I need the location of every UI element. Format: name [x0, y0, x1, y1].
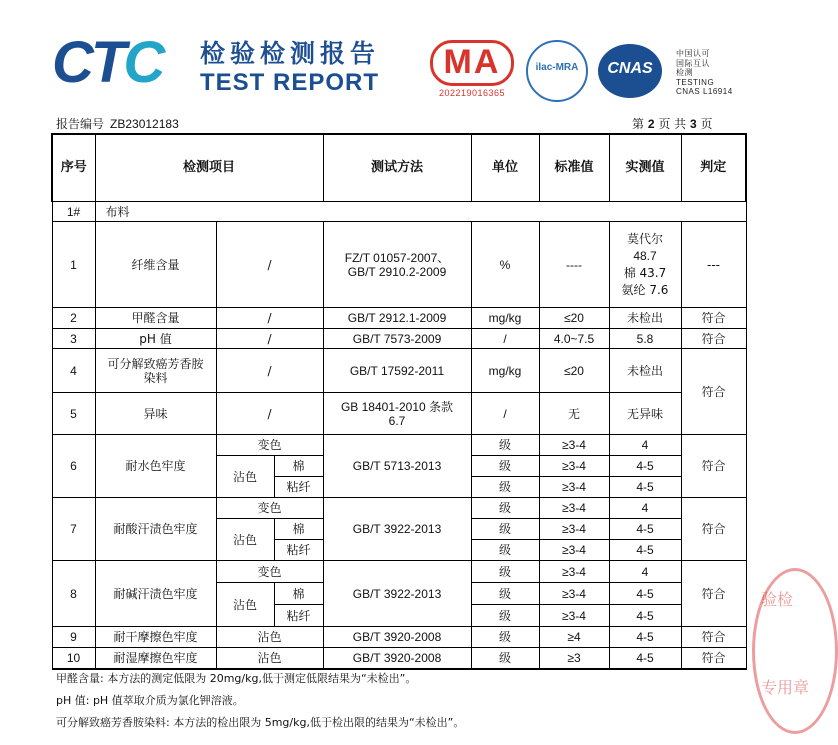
cell-measured: 4-5	[609, 583, 681, 605]
cell-unit: /	[471, 393, 539, 435]
section-row	[52, 202, 746, 222]
cell-method: GB/T 3920-2008	[323, 648, 471, 669]
cnas-line: 检测	[676, 68, 693, 77]
cell-no: 9	[52, 627, 95, 648]
cma-mark: MA	[430, 40, 514, 86]
cell-standard: 无	[539, 393, 609, 435]
cell-item: 纤维含量	[95, 222, 216, 308]
cell-sub: 变色	[216, 498, 323, 519]
cell-no: 4	[52, 349, 95, 393]
cell-judge: 符合	[681, 349, 746, 435]
cell-standard: ----	[539, 222, 609, 308]
cell-judge: 符合	[681, 648, 746, 669]
stamp-bottom-text: 专用章	[761, 678, 810, 697]
cell-unit: 级	[471, 583, 539, 605]
table-row	[52, 498, 746, 519]
cell-method: GB/T 2912.1-2009	[323, 308, 471, 329]
table-row	[52, 222, 746, 308]
cell-unit: %	[471, 222, 539, 308]
cell-item: 耐碱汗渍色牢度	[95, 561, 216, 627]
cell-sub: 变色	[216, 435, 323, 456]
header-item: 检测项目	[95, 134, 323, 202]
cell-judge: 符合	[681, 435, 746, 498]
cell-sub: 棉	[274, 456, 323, 477]
cell-unit: 级	[471, 498, 539, 519]
table-row	[52, 308, 746, 329]
cell-item: 耐水色牢度	[95, 435, 216, 498]
section-id: 1#	[52, 202, 95, 222]
cell-measured: 未检出	[609, 349, 681, 393]
stamp-top-text: 验检	[761, 590, 794, 609]
cell-sub: 沾色	[216, 627, 323, 648]
cell-standard: ≤20	[539, 349, 609, 393]
header-unit: 单位	[471, 134, 539, 202]
cell-standard: ≥4	[539, 627, 609, 648]
table-row	[52, 648, 746, 669]
ilac-mra-logo	[526, 40, 588, 102]
cell-unit: mg/kg	[471, 349, 539, 393]
footnote: 甲醛含量: 本方法的测定低限为 20mg/kg,低于测定低限结果为“未检出”。	[56, 672, 417, 685]
header-measured: 实测值	[609, 134, 681, 202]
cell-standard: 4.0~7.5	[539, 329, 609, 349]
cell-unit: 级	[471, 456, 539, 477]
cell-judge: ---	[681, 222, 746, 308]
cell-measured: 4-5	[609, 627, 681, 648]
cell-unit: 级	[471, 648, 539, 669]
cell-sub: 沾色	[216, 648, 323, 669]
cell-unit: 级	[471, 561, 539, 583]
page-current: 2	[647, 117, 655, 131]
cell-unit: /	[471, 329, 539, 349]
cell-stain-label: 沾色	[216, 519, 274, 561]
logo-text-ct: CT	[52, 30, 124, 95]
cma-number: 202219016365	[438, 88, 506, 98]
cell-standard: ≥3	[539, 648, 609, 669]
report-number-value: ZB23012183	[110, 117, 179, 131]
section-name: 布料	[95, 202, 746, 222]
cell-measured: 4-5	[609, 456, 681, 477]
measured-line: 棉 43.7	[623, 265, 667, 280]
table-header-row	[52, 134, 746, 202]
cell-standard: ≥3-4	[539, 605, 609, 627]
cell-no: 10	[52, 648, 95, 669]
cell-sub: /	[216, 329, 323, 349]
table-row	[52, 349, 746, 393]
cell-unit: 级	[471, 627, 539, 648]
cell-measured: 未检出	[609, 308, 681, 329]
results-table	[51, 133, 747, 670]
footnote: pH 值: pH 值萃取介质为氯化钾溶液。	[56, 694, 244, 707]
cell-measured: 4-5	[609, 540, 681, 561]
cell-measured	[609, 222, 681, 308]
cell-unit: 级	[471, 519, 539, 540]
cnas-line: TESTING	[676, 77, 715, 87]
cell-no: 5	[52, 393, 95, 435]
measured-line: 氨纶 7.6	[621, 282, 669, 297]
ctc-logo	[52, 30, 163, 95]
cell-item: 可分解致癌芳香胺染料	[95, 349, 216, 393]
cell-item: 耐干摩擦色牢度	[95, 627, 216, 648]
cell-method: FZ/T 01057-2007、GB/T 2910.2-2009	[323, 222, 471, 308]
cell-item: 异味	[95, 393, 216, 435]
footnote: 可分解致癌芳香胺染料: 本方法的检出限为 5mg/kg,低于检出限的结果为“未检出”。	[56, 716, 465, 729]
cell-item: pH 值	[95, 329, 216, 349]
cell-judge: 符合	[681, 329, 746, 349]
table-row	[52, 329, 746, 349]
cell-sub: /	[216, 222, 323, 308]
cell-measured: 4-5	[609, 477, 681, 498]
cell-stain-label: 沾色	[216, 456, 274, 498]
logo-text-c: C	[123, 30, 163, 95]
cell-judge: 符合	[681, 627, 746, 648]
page-mid: 页 共	[658, 117, 687, 131]
cell-measured: 4-5	[609, 648, 681, 669]
cell-no: 6	[52, 435, 95, 498]
measured-line: 莫代尔	[626, 231, 663, 246]
cell-sub: 棉	[274, 583, 323, 605]
cell-measured: 4	[609, 435, 681, 456]
cell-method: GB/T 3920-2008	[323, 627, 471, 648]
cell-unit: 级	[471, 540, 539, 561]
cell-measured: 4	[609, 561, 681, 583]
ilac-text: ilac-MRA	[535, 62, 579, 73]
report-number	[56, 115, 179, 132]
footnotes	[56, 668, 746, 734]
cell-unit: 级	[471, 605, 539, 627]
cell-judge: 符合	[681, 498, 746, 561]
cell-measured: 4	[609, 498, 681, 519]
cell-no: 1	[52, 222, 95, 308]
cell-method: GB/T 3922-2013	[323, 561, 471, 627]
table-row	[52, 627, 746, 648]
cma-logo	[430, 40, 514, 98]
cell-standard: ≥3-4	[539, 456, 609, 477]
cell-sub: 粘纤	[274, 605, 323, 627]
cell-no: 2	[52, 308, 95, 329]
cell-unit: 级	[471, 435, 539, 456]
page-suffix: 页	[700, 117, 713, 131]
page-total: 3	[690, 117, 697, 131]
cnas-line: CNAS L16914	[676, 87, 733, 96]
cnas-line: 国际互认	[676, 58, 710, 68]
cell-measured: 4-5	[609, 519, 681, 540]
cell-standard: ≤20	[539, 308, 609, 329]
table-row	[52, 561, 746, 583]
cell-judge: 符合	[681, 308, 746, 329]
cell-sub: 粘纤	[274, 540, 323, 561]
cell-item: 甲醛含量	[95, 308, 216, 329]
cell-method: GB 18401-2010 条款 6.7	[323, 393, 471, 435]
cell-unit: 级	[471, 477, 539, 498]
cnas-logo	[598, 44, 662, 98]
cnas-line: 中国认可	[676, 49, 710, 58]
cell-sub: 棉	[274, 519, 323, 540]
cell-sub: 变色	[216, 561, 323, 583]
cell-no: 8	[52, 561, 95, 627]
measured-line: 48.7	[633, 248, 657, 263]
official-seal-stamp	[752, 568, 838, 734]
cell-standard: ≥3-4	[539, 477, 609, 498]
cell-sub: /	[216, 308, 323, 329]
header-method: 测试方法	[323, 134, 471, 202]
cell-measured: 5.8	[609, 329, 681, 349]
cell-no: 3	[52, 329, 95, 349]
cell-judge: 符合	[681, 561, 746, 627]
cell-sub: 粘纤	[274, 477, 323, 498]
report-header	[0, 0, 794, 108]
cell-stain-label: 沾色	[216, 583, 274, 627]
cell-method: GB/T 7573-2009	[323, 329, 471, 349]
cell-sub: /	[216, 349, 323, 393]
page-indicator	[632, 115, 713, 132]
report-title	[200, 40, 380, 98]
header-no: 序号	[52, 134, 95, 202]
cell-item: 耐湿摩擦色牢度	[95, 648, 216, 669]
cnas-text: CNAS	[607, 60, 653, 77]
cell-sub: /	[216, 393, 323, 435]
table-row	[52, 393, 746, 435]
cell-standard: ≥3-4	[539, 519, 609, 540]
header-judge: 判定	[681, 134, 746, 202]
cell-standard: ≥3-4	[539, 435, 609, 456]
cell-method: GB/T 3922-2013	[323, 498, 471, 561]
page-prefix: 第	[632, 117, 645, 131]
cell-measured: 无异味	[609, 393, 681, 435]
title-english: TEST REPORT	[200, 69, 380, 96]
cnas-accreditation-text	[676, 49, 733, 97]
cell-no: 7	[52, 498, 95, 561]
cell-standard: ≥3-4	[539, 583, 609, 605]
cell-standard: ≥3-4	[539, 561, 609, 583]
cell-item: 耐酸汗渍色牢度	[95, 498, 216, 561]
report-number-label: 报告编号	[56, 117, 105, 131]
cell-unit: mg/kg	[471, 308, 539, 329]
cell-method: GB/T 5713-2013	[323, 435, 471, 498]
cell-method: GB/T 17592-2011	[323, 349, 471, 393]
title-chinese: 检验检测报告	[200, 39, 381, 68]
cell-standard: ≥3-4	[539, 540, 609, 561]
cell-measured: 4-5	[609, 605, 681, 627]
header-standard: 标准值	[539, 134, 609, 202]
table-row	[52, 435, 746, 456]
cell-standard: ≥3-4	[539, 498, 609, 519]
